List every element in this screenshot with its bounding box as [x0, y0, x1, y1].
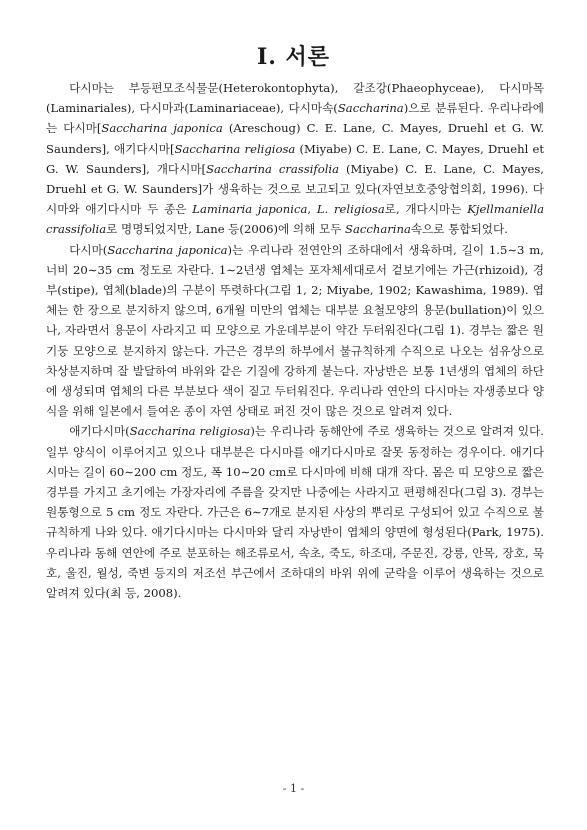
text-run: 애기다시마(	[69, 424, 130, 439]
paragraph-saccharina-japonica	[46, 240, 544, 422]
body-text	[46, 78, 544, 603]
text-run: 로, 개다시마는	[384, 202, 468, 217]
scientific-name: Saccharina	[337, 101, 404, 116]
text-run: (Areschoug) C. E. Lane, C. Mayes, Druehl et G. W. Saunders], 애기다시마[	[46, 121, 545, 156]
scientific-name: L. religiosa	[316, 202, 385, 217]
scientific-name: Laminaria japonica	[192, 202, 308, 217]
scientific-name: Saccharina japonica	[107, 242, 228, 257]
scientific-name: Saccharina crassifolia	[206, 161, 340, 176]
page-number: - 1 -	[282, 782, 305, 795]
text-run: )는 우리나라 전연안의 조하대에서 생육하며, 길이 1.5∼3 m, 너비 20∼35 cm 정도로 자란다. 1∼2년생 엽체는 포자체세대로서 겉보기에는 가근(rhizoid), 경부(stipe), 엽체(blade)의 구분이 뚜렷하다(그림 1, 2; Miyabe, 1902; Kawashima, 1989). 엽체는 한 장으로 분지하지 않으며, 6개월 미만의 엽체는 대부분 요철모양의 용문(bullation)이 있으나, 자라면서 용문이 사라지고 띠 모양으로 가운데부분이 약간 두터워진다(그림 1). 경부는 짧은 원기둥 모양으로 분지하지 않는다. 가근은 경부의 하부에서 불규칙하게 수직으로 나오는 섬유상으로 차상분지하며 잘 발달하여 바위와 같은 기질에 강하게 붙는다. 자낭반은 보통 1년생의 엽체의 하단에 생성되며 엽체의 다른 부분보다 색이 짙고 두터워진다. 우리나라 연안의 다시마는 자생종보다 양식을 위해 일본에서 들여온 종이 자연 상태로 퍼진 것이 많은 것으로 알려져 있다.	[46, 242, 544, 419]
text-run: (Miyabe) C. E. Lane, C. Mayes, Druehl et G. W. Saunders], 개다시마[	[46, 141, 545, 176]
scientific-name: Saccharina japonica	[101, 121, 223, 136]
text-run: 다시마는 부등편모조식물문(Heterokontophyta), 갈조강(Phaeophyceae), 다시마목(Laminariales), 다시마과(Laminariaceae), 다시마속(	[46, 81, 544, 116]
text-run: 다시마(	[69, 242, 108, 257]
scientific-name: Kjellmaniella crassifolia	[46, 202, 544, 237]
text-run: (Miyabe) C. E. Lane, C. Mayes, Druehl et G. W. Saunders]가 생육하는 것으로 보고되고 있다(자연보호중앙협의회, 1996). 다시마와 애기다시마 두 종은	[46, 161, 544, 217]
scientific-name: Saccharina religiosa	[129, 424, 251, 439]
text-run: ,	[307, 202, 317, 217]
text-run: 로 명명되었지만, Lane 등(2006)에 의해 모두	[106, 222, 346, 237]
text-run: )는 우리나라 동해안에 주로 생육하는 것으로 알려져 있다. 일부 양식이 이루어지고 있으나 대부분은 다시마를 애기다시마로 잘못 동정하는 경우이다. 애기다시마는 길이 60∼200 cm 정도, 폭 10∼20 cm로 다시마에 비해 대개 작다. 몸은 띠 모양으로 짧은 경부를 가지고 초기에는 가장자리에 주름을 갖지만 나중에는 사라지고 편평해진다(그림 3). 경부는 원통형으로 5 cm 정도 자란다. 가근은 6∼7개로 분지된 사상의 뿌리로 구성되어 있고 수직으로 불규칙하게 나와 있다. 애기다시마는 다시마와 달리 자낭반이 엽체의 양면에 형성된다(Park, 1975). 우리나라 동해 연안에 주로 분포하는 해조류로서, 속초, 죽도, 하조대, 주문진, 강릉, 안목, 장호, 묵호, 울진, 월성, 죽변 등지의 저조선 부근에서 조하대의 바위 위에 군락을 이루어 생육하는 것으로 알려져 있다(최 등, 2008).	[46, 424, 544, 601]
paragraph-saccharina-religiosa	[46, 421, 544, 603]
scientific-name: Saccharina religiosa	[174, 141, 296, 156]
section-title: I. 서론	[256, 44, 331, 70]
scientific-name: Saccharina	[345, 222, 411, 237]
text-run: 속으로 통합되었다.	[410, 222, 508, 237]
paragraph-taxonomy	[46, 78, 544, 240]
text-run: )으로 분류된다. 우리나라에는 다시마[	[46, 101, 545, 136]
